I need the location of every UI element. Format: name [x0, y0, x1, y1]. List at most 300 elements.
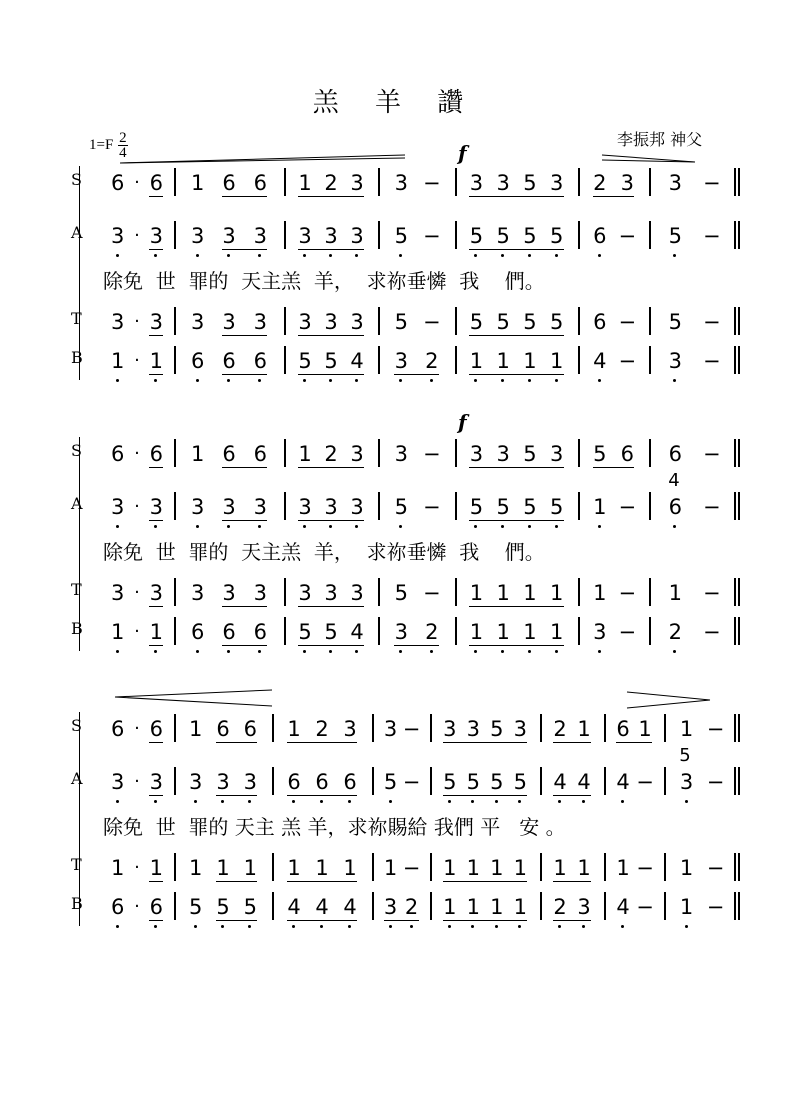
octave-dot — [555, 254, 558, 257]
barline — [578, 492, 580, 520]
final-barline — [738, 853, 740, 881]
note: 6 — [222, 349, 236, 373]
eighth-beam — [149, 374, 163, 375]
eighth-beam — [469, 335, 563, 336]
barline — [272, 714, 274, 742]
eighth-beam — [593, 467, 635, 468]
note: 5 — [490, 770, 504, 794]
note: 3 — [149, 310, 164, 334]
octave-dot — [598, 379, 601, 382]
note: 5 — [549, 224, 564, 248]
note: 3 — [343, 717, 357, 741]
lyric-line: 除免 世 罪的 天主 羔 羊，求祢賜給 我們 平 安 。 — [103, 815, 566, 839]
note: 6 — [243, 717, 258, 741]
octave-dot — [410, 925, 413, 928]
note: 1 — [110, 620, 125, 644]
barline — [372, 767, 374, 795]
barline — [540, 892, 542, 920]
note: 3 — [253, 581, 268, 605]
note: − — [702, 495, 721, 519]
barline — [174, 346, 176, 374]
eighth-beam — [469, 374, 563, 375]
note: − — [706, 856, 725, 880]
barline — [284, 168, 286, 196]
time-bottom: 4 — [119, 145, 127, 161]
octave-dot — [621, 800, 624, 803]
note: 5 — [523, 171, 537, 195]
note: 1 — [490, 895, 504, 919]
barline — [604, 892, 606, 920]
note: 1 — [469, 620, 484, 644]
note: · — [134, 718, 140, 739]
note: 4 — [577, 770, 591, 794]
note: 3 — [324, 310, 338, 334]
barline — [378, 346, 380, 374]
eighth-beam — [469, 520, 563, 521]
note: 3 — [298, 495, 312, 519]
note: − — [402, 770, 421, 794]
note: − — [422, 224, 441, 248]
note: 3 — [549, 171, 564, 195]
octave-dot — [558, 925, 561, 928]
final-barline — [734, 578, 736, 606]
barline — [272, 892, 274, 920]
barline — [649, 168, 651, 196]
octave-dot — [348, 800, 351, 803]
note: 3 — [216, 770, 230, 794]
note: 3 — [222, 495, 236, 519]
octave-dot — [528, 254, 531, 257]
voice-label-t: T — [71, 309, 82, 328]
voice-label-b: B — [71, 619, 83, 638]
note: 6 — [110, 895, 125, 919]
note: − — [702, 224, 721, 248]
final-barline — [738, 439, 740, 467]
note: 1 — [298, 442, 312, 466]
octave-dot — [430, 379, 433, 382]
barline — [604, 714, 606, 742]
eighth-beam — [298, 335, 364, 336]
note: 5 — [523, 442, 537, 466]
note: 5 — [668, 224, 682, 248]
note: 1 — [490, 856, 504, 880]
note: 3 — [298, 310, 312, 334]
voice-label-a: A — [71, 769, 83, 788]
note: 3 — [466, 717, 480, 741]
note: 5 — [394, 495, 408, 519]
note: 5 — [188, 895, 203, 919]
note: 1 — [523, 349, 537, 373]
barline — [455, 439, 457, 467]
note: − — [702, 581, 721, 605]
octave-dot — [221, 925, 224, 928]
note: 6 — [593, 310, 607, 334]
eighth-beam — [443, 742, 528, 743]
barline — [174, 578, 176, 606]
barline — [174, 714, 176, 742]
note: 6 — [149, 895, 164, 919]
barline — [272, 853, 274, 881]
barline — [372, 892, 374, 920]
octave-dot — [196, 650, 199, 653]
note: 3 — [668, 171, 682, 195]
note: 1 — [110, 856, 125, 880]
note: 2 — [315, 717, 329, 741]
barline — [284, 492, 286, 520]
note: 6 — [253, 620, 268, 644]
note: 3 — [443, 717, 457, 741]
eighth-beam — [469, 467, 563, 468]
note: 6 — [287, 770, 301, 794]
barline — [174, 767, 176, 795]
octave-dot — [116, 800, 119, 803]
barline — [455, 617, 457, 645]
note: 1 — [216, 856, 230, 880]
note: 2 — [425, 620, 439, 644]
note: · — [134, 443, 140, 464]
barline — [430, 892, 432, 920]
note: 3 — [394, 442, 408, 466]
octave-dot — [116, 379, 119, 382]
note: 2 — [593, 171, 607, 195]
note: 3 — [549, 442, 564, 466]
final-barline — [734, 617, 736, 645]
note: − — [706, 895, 725, 919]
final-barline — [738, 714, 740, 742]
octave-dot — [528, 650, 531, 653]
barline — [174, 168, 176, 196]
note: − — [702, 171, 721, 195]
note: 5 — [216, 895, 230, 919]
note: 3 — [149, 581, 164, 605]
note: 1 — [287, 717, 301, 741]
eighth-beam — [149, 881, 163, 882]
octave-dot — [582, 800, 585, 803]
note: 2 — [404, 895, 419, 919]
octave-dot — [196, 525, 199, 528]
barline — [649, 492, 651, 520]
voice-label-t: T — [71, 855, 82, 874]
note: − — [402, 717, 421, 741]
note: 3 — [469, 171, 484, 195]
octave-dot — [598, 650, 601, 653]
note: − — [422, 310, 441, 334]
eighth-beam — [394, 645, 439, 646]
eighth-beam — [149, 795, 163, 796]
note: 3 — [394, 349, 408, 373]
note: − — [706, 770, 725, 794]
eighth-beam — [149, 196, 163, 197]
note: 3 — [383, 895, 398, 919]
octave-dot — [621, 925, 624, 928]
barline — [174, 892, 176, 920]
note: − — [636, 856, 654, 880]
note: · — [134, 225, 140, 246]
eighth-beam — [287, 795, 357, 796]
note: 3 — [190, 310, 205, 334]
note: 3 — [253, 495, 268, 519]
note: 1 — [443, 856, 457, 880]
note: 3 — [243, 770, 258, 794]
note: 6 — [190, 620, 205, 644]
note: 4 — [343, 895, 357, 919]
octave-dot — [448, 800, 451, 803]
octave-dot — [194, 925, 197, 928]
note: 1 — [287, 856, 301, 880]
note: − — [422, 581, 441, 605]
note: − — [618, 349, 637, 373]
lyric-line: 除免 世 罪的 天主羔 羊， 求祢垂憐 我 們。 — [103, 269, 545, 293]
octave-dot — [116, 650, 119, 653]
decrescendo-hairpin-3 — [627, 692, 710, 700]
voice-label-a: A — [71, 494, 83, 513]
note: 3 — [110, 770, 125, 794]
note: 5 — [324, 349, 338, 373]
note: 3 — [593, 620, 607, 644]
eighth-beam — [298, 374, 364, 375]
note: 1 — [496, 620, 510, 644]
note: 6 — [222, 171, 236, 195]
lyric-line: 除免 世 罪的 天主羔 羊， 求祢垂憐 我 們。 — [103, 540, 545, 564]
barline — [174, 439, 176, 467]
octave-dot — [348, 925, 351, 928]
note: 6 — [190, 349, 205, 373]
note: 6 — [668, 495, 682, 519]
final-barline — [738, 578, 740, 606]
barline — [455, 346, 457, 374]
barline — [604, 853, 606, 881]
barline — [578, 346, 580, 374]
barline — [430, 853, 432, 881]
eighth-beam — [149, 335, 163, 336]
final-barline — [738, 892, 740, 920]
eighth-beam — [469, 606, 563, 607]
note: 3 — [222, 581, 236, 605]
octave-dot — [598, 525, 601, 528]
note: 4 — [350, 349, 364, 373]
note: − — [636, 770, 654, 794]
note: 5 — [496, 495, 510, 519]
barline — [649, 346, 651, 374]
note: − — [636, 895, 654, 919]
voice-label-s: S — [71, 716, 82, 735]
octave-dot — [292, 800, 295, 803]
barline — [174, 307, 176, 335]
note: 5 — [466, 770, 480, 794]
note: 6 — [222, 620, 236, 644]
note: 5 — [298, 349, 312, 373]
note: − — [702, 349, 721, 373]
note: 1 — [638, 717, 652, 741]
eighth-beam — [222, 249, 267, 250]
note: 1 — [513, 856, 527, 880]
eighth-beam — [222, 645, 267, 646]
note: 1 — [343, 856, 357, 880]
octave-dot — [116, 925, 119, 928]
note: − — [618, 620, 637, 644]
note: − — [402, 856, 421, 880]
note: 2 — [425, 349, 439, 373]
barline — [372, 853, 374, 881]
note: 6 — [110, 442, 125, 466]
note: 2 — [324, 442, 338, 466]
barline — [604, 767, 606, 795]
note: 4 — [287, 895, 301, 919]
barline — [578, 439, 580, 467]
voice-label-a: A — [71, 223, 83, 242]
note: 4 — [315, 895, 329, 919]
final-barline — [738, 221, 740, 249]
barline — [649, 439, 651, 467]
barline — [284, 578, 286, 606]
note: 3 — [350, 495, 364, 519]
octave-dot — [582, 925, 585, 928]
eighth-beam — [298, 645, 364, 646]
barline — [378, 221, 380, 249]
note: 3 — [394, 171, 408, 195]
barline — [649, 578, 651, 606]
note: 4 — [616, 770, 630, 794]
barline — [378, 307, 380, 335]
note: 3 — [222, 224, 236, 248]
crescendo-hairpin-3 — [115, 690, 272, 697]
eighth-beam — [553, 881, 591, 882]
note: 3 — [350, 224, 364, 248]
barline — [174, 853, 176, 881]
eighth-beam — [149, 742, 163, 743]
note: 1 — [190, 442, 205, 466]
barline — [578, 168, 580, 196]
eighth-beam — [222, 335, 267, 336]
key-text: 1=F — [89, 136, 114, 153]
note: 5 — [523, 310, 537, 334]
octave-dot — [227, 650, 230, 653]
barline — [372, 714, 374, 742]
note: 1 — [315, 856, 329, 880]
octave-dot — [227, 525, 230, 528]
eighth-beam — [553, 742, 591, 743]
octave-dot — [448, 925, 451, 928]
eighth-beam — [222, 196, 267, 197]
note: − — [618, 310, 637, 334]
octave-dot — [389, 800, 392, 803]
barline — [430, 714, 432, 742]
note: 1 — [553, 856, 567, 880]
note: 3 — [110, 581, 125, 605]
note: 5 — [394, 310, 408, 334]
eighth-beam — [149, 606, 163, 607]
note: 5 — [549, 495, 564, 519]
octave-dot — [227, 379, 230, 382]
eighth-beam — [443, 920, 528, 921]
eighth-beam — [298, 467, 364, 468]
note: 5 — [496, 310, 510, 334]
octave-dot — [292, 925, 295, 928]
note: 3 — [620, 171, 634, 195]
note: 5 — [523, 224, 537, 248]
final-barline — [734, 346, 736, 374]
final-barline — [734, 492, 736, 520]
note: 6 — [222, 442, 236, 466]
time-top: 2 — [119, 130, 127, 146]
barline — [540, 714, 542, 742]
barline — [664, 892, 666, 920]
note: 5 — [469, 310, 484, 334]
note: 1 — [469, 581, 484, 605]
note: 1 — [298, 171, 312, 195]
barline — [272, 767, 274, 795]
final-barline — [734, 853, 736, 881]
final-barline — [738, 492, 740, 520]
note: 1 — [523, 581, 537, 605]
note: 3 — [324, 495, 338, 519]
barline — [664, 767, 666, 795]
eighth-beam — [469, 645, 563, 646]
note: 3 — [496, 442, 510, 466]
octave-dot — [116, 254, 119, 257]
octave-dot — [221, 800, 224, 803]
octave-dot — [116, 525, 119, 528]
note: − — [702, 620, 721, 644]
composer-credit: 李振邦 神父 — [617, 130, 703, 149]
eighth-beam — [216, 881, 257, 882]
barline — [174, 617, 176, 645]
note: 3 — [110, 224, 125, 248]
note: 5 — [490, 717, 504, 741]
note: 1 — [679, 856, 694, 880]
note: 5 — [324, 620, 338, 644]
barline — [174, 221, 176, 249]
voice-label-s: S — [71, 170, 82, 189]
note: 4 — [593, 349, 607, 373]
note: 3 — [149, 770, 164, 794]
final-barline — [738, 617, 740, 645]
note: · — [134, 350, 140, 371]
octave-dot — [196, 379, 199, 382]
note: 6 — [149, 442, 164, 466]
note: 1 — [110, 349, 125, 373]
final-barline — [738, 168, 740, 196]
note: 1 — [149, 349, 164, 373]
barline — [578, 307, 580, 335]
note: 1 — [190, 171, 205, 195]
note: 5 — [593, 442, 607, 466]
barline — [378, 168, 380, 196]
final-barline — [738, 767, 740, 795]
note: 3 — [324, 581, 338, 605]
octave-dot — [329, 650, 332, 653]
note: 1 — [523, 620, 537, 644]
barline — [378, 617, 380, 645]
note: 1 — [443, 895, 457, 919]
final-barline — [734, 714, 736, 742]
octave-dot — [303, 254, 306, 257]
barline — [455, 492, 457, 520]
eighth-beam — [287, 742, 357, 743]
final-barline — [738, 346, 740, 374]
octave-dot — [320, 800, 323, 803]
note: 5 — [668, 310, 682, 334]
note: 1 — [383, 856, 398, 880]
note: 5 — [394, 224, 408, 248]
final-barline — [734, 767, 736, 795]
note: 1 — [188, 856, 203, 880]
octave-dot — [303, 650, 306, 653]
barline — [649, 617, 651, 645]
note: 6 — [343, 770, 357, 794]
eighth-beam — [469, 196, 563, 197]
octave-dot — [329, 525, 332, 528]
